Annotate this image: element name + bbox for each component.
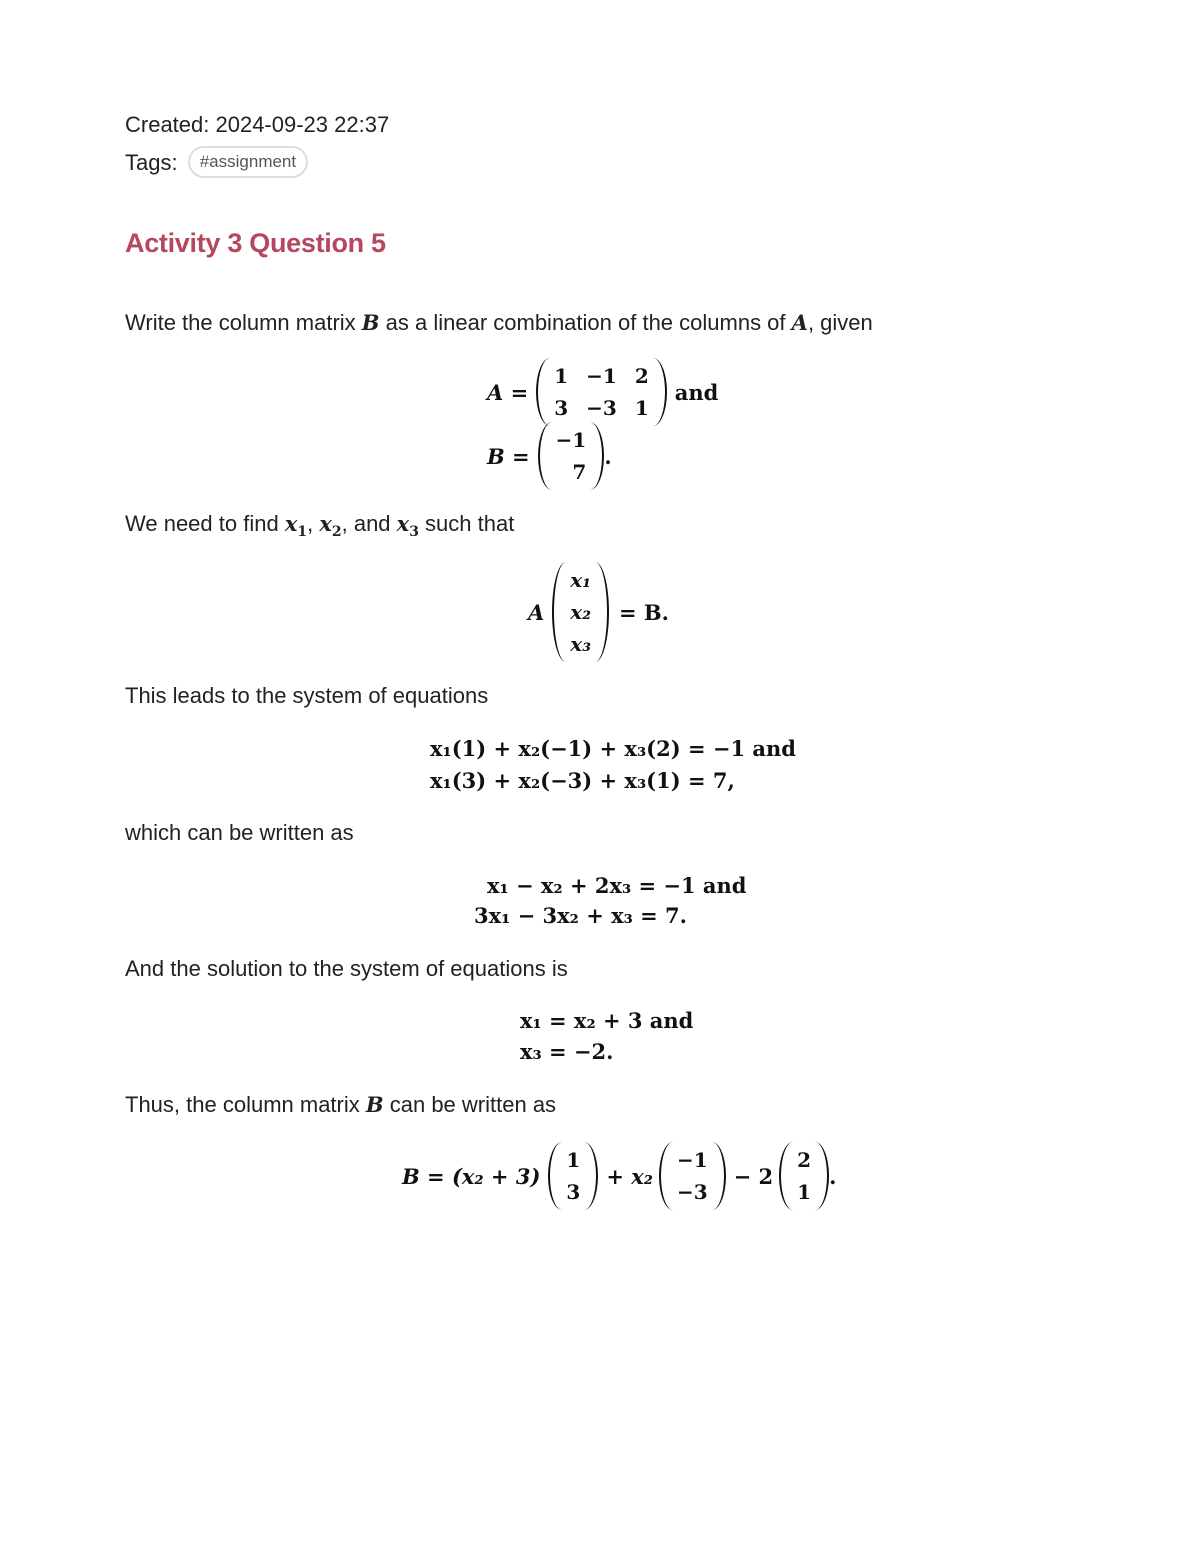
matrix-a-cell: 1 — [634, 396, 649, 420]
equation-sol-1: x₁ = x₂ + 3 and — [520, 1008, 694, 1033]
var-a: A — [791, 310, 808, 335]
matrix-b-cell: −1 — [555, 428, 587, 452]
var-b: B — [365, 1092, 384, 1117]
matrix-b — [538, 422, 605, 490]
paragraph-solution: And the solution to the system of equations is — [125, 956, 568, 981]
equation-matrix-b — [487, 422, 612, 490]
period: . — [604, 443, 612, 469]
var-x3: $x_3$ — [396, 511, 419, 541]
find-sep-2: , and — [341, 511, 397, 536]
matrix-a-cell: −3 — [586, 396, 617, 420]
matrix-a-cell: 2 — [634, 364, 649, 388]
final-minus: − 2 — [733, 1163, 774, 1189]
var-x2: $x_2$ — [319, 511, 342, 541]
column-1-cell: 3 — [566, 1180, 581, 1204]
paragraph-intro — [125, 310, 873, 336]
column-2-cell: −1 — [676, 1148, 708, 1172]
paragraph-written: which can be written as — [125, 820, 354, 845]
matrix-a-cell: 1 — [554, 364, 569, 388]
column-3-cell: 2 — [797, 1148, 812, 1172]
equation-sol-2: x₃ = −2. — [520, 1039, 614, 1064]
find-text-2: such that — [418, 511, 515, 536]
var-x1: $x_1$ — [284, 511, 308, 541]
find-text-1: We need to find — [125, 511, 285, 536]
equation-sys-2: x₁(3) + x₂(−3) + x₃(1) = 7, — [430, 768, 735, 793]
equation-sys-1: x₁(1) + x₂(−1) + x₃(2) = −1 and — [430, 736, 796, 761]
tags-line — [125, 148, 308, 180]
final-plus: + x₂ — [606, 1163, 653, 1189]
paragraph-thus — [125, 1092, 556, 1118]
intro-text-3: , given — [807, 310, 873, 335]
matrix-b-lhs: B = — [487, 443, 530, 469]
matrix-a — [536, 358, 667, 426]
vector-x — [552, 562, 609, 662]
and-word: and — [674, 379, 719, 405]
matrix-a-cell: −1 — [586, 364, 617, 388]
period: . — [829, 1163, 837, 1189]
ax-lhs: A — [528, 599, 545, 625]
matrix-b-cell: 7 — [572, 460, 587, 484]
matrix-a-lhs: A = — [487, 379, 529, 405]
column-2-cell: −3 — [676, 1180, 708, 1204]
column-1-cell: 1 — [566, 1148, 581, 1172]
var-b: B — [361, 310, 380, 335]
ax-rhs: = B. — [618, 599, 669, 625]
column-2 — [659, 1142, 726, 1210]
paragraph-system: This leads to the system of equations — [125, 683, 489, 708]
vector-x-cell: x₂ — [570, 600, 591, 624]
column-1 — [548, 1142, 598, 1210]
equation-matrix-a — [487, 358, 718, 426]
page-title: Activity 3 Question 5 — [125, 228, 386, 258]
equation-simp-2: 3x₁ − 3x₂ + x₃ = 7. — [474, 903, 687, 928]
matrix-a-cell: 3 — [554, 396, 569, 420]
intro-text-1: Write the column matrix — [125, 310, 362, 335]
tags-label: Tags: — [125, 149, 178, 175]
vector-x-cell: x₁ — [570, 568, 591, 592]
column-3 — [779, 1142, 829, 1210]
created-line: Created: 2024-09-23 22:37 — [125, 112, 390, 137]
column-3-cell: 1 — [797, 1180, 812, 1204]
equation-simp-1: x₁ − x₂ + 2x₃ = −1 and — [487, 873, 747, 898]
intro-text-2: as a linear combination of the columns of — [379, 310, 792, 335]
thus-text-2: can be written as — [383, 1092, 557, 1117]
equation-final — [402, 1142, 836, 1210]
final-lhs: B = (x₂ + 3) — [402, 1163, 541, 1189]
tag-assignment[interactable]: #assignment — [188, 146, 308, 178]
vector-x-cell: x₃ — [570, 632, 591, 656]
thus-text-1: Thus, the column matrix — [125, 1092, 366, 1117]
paragraph-find — [125, 511, 514, 540]
find-sep-1: , — [307, 511, 320, 536]
equation-ax-b — [528, 562, 669, 662]
